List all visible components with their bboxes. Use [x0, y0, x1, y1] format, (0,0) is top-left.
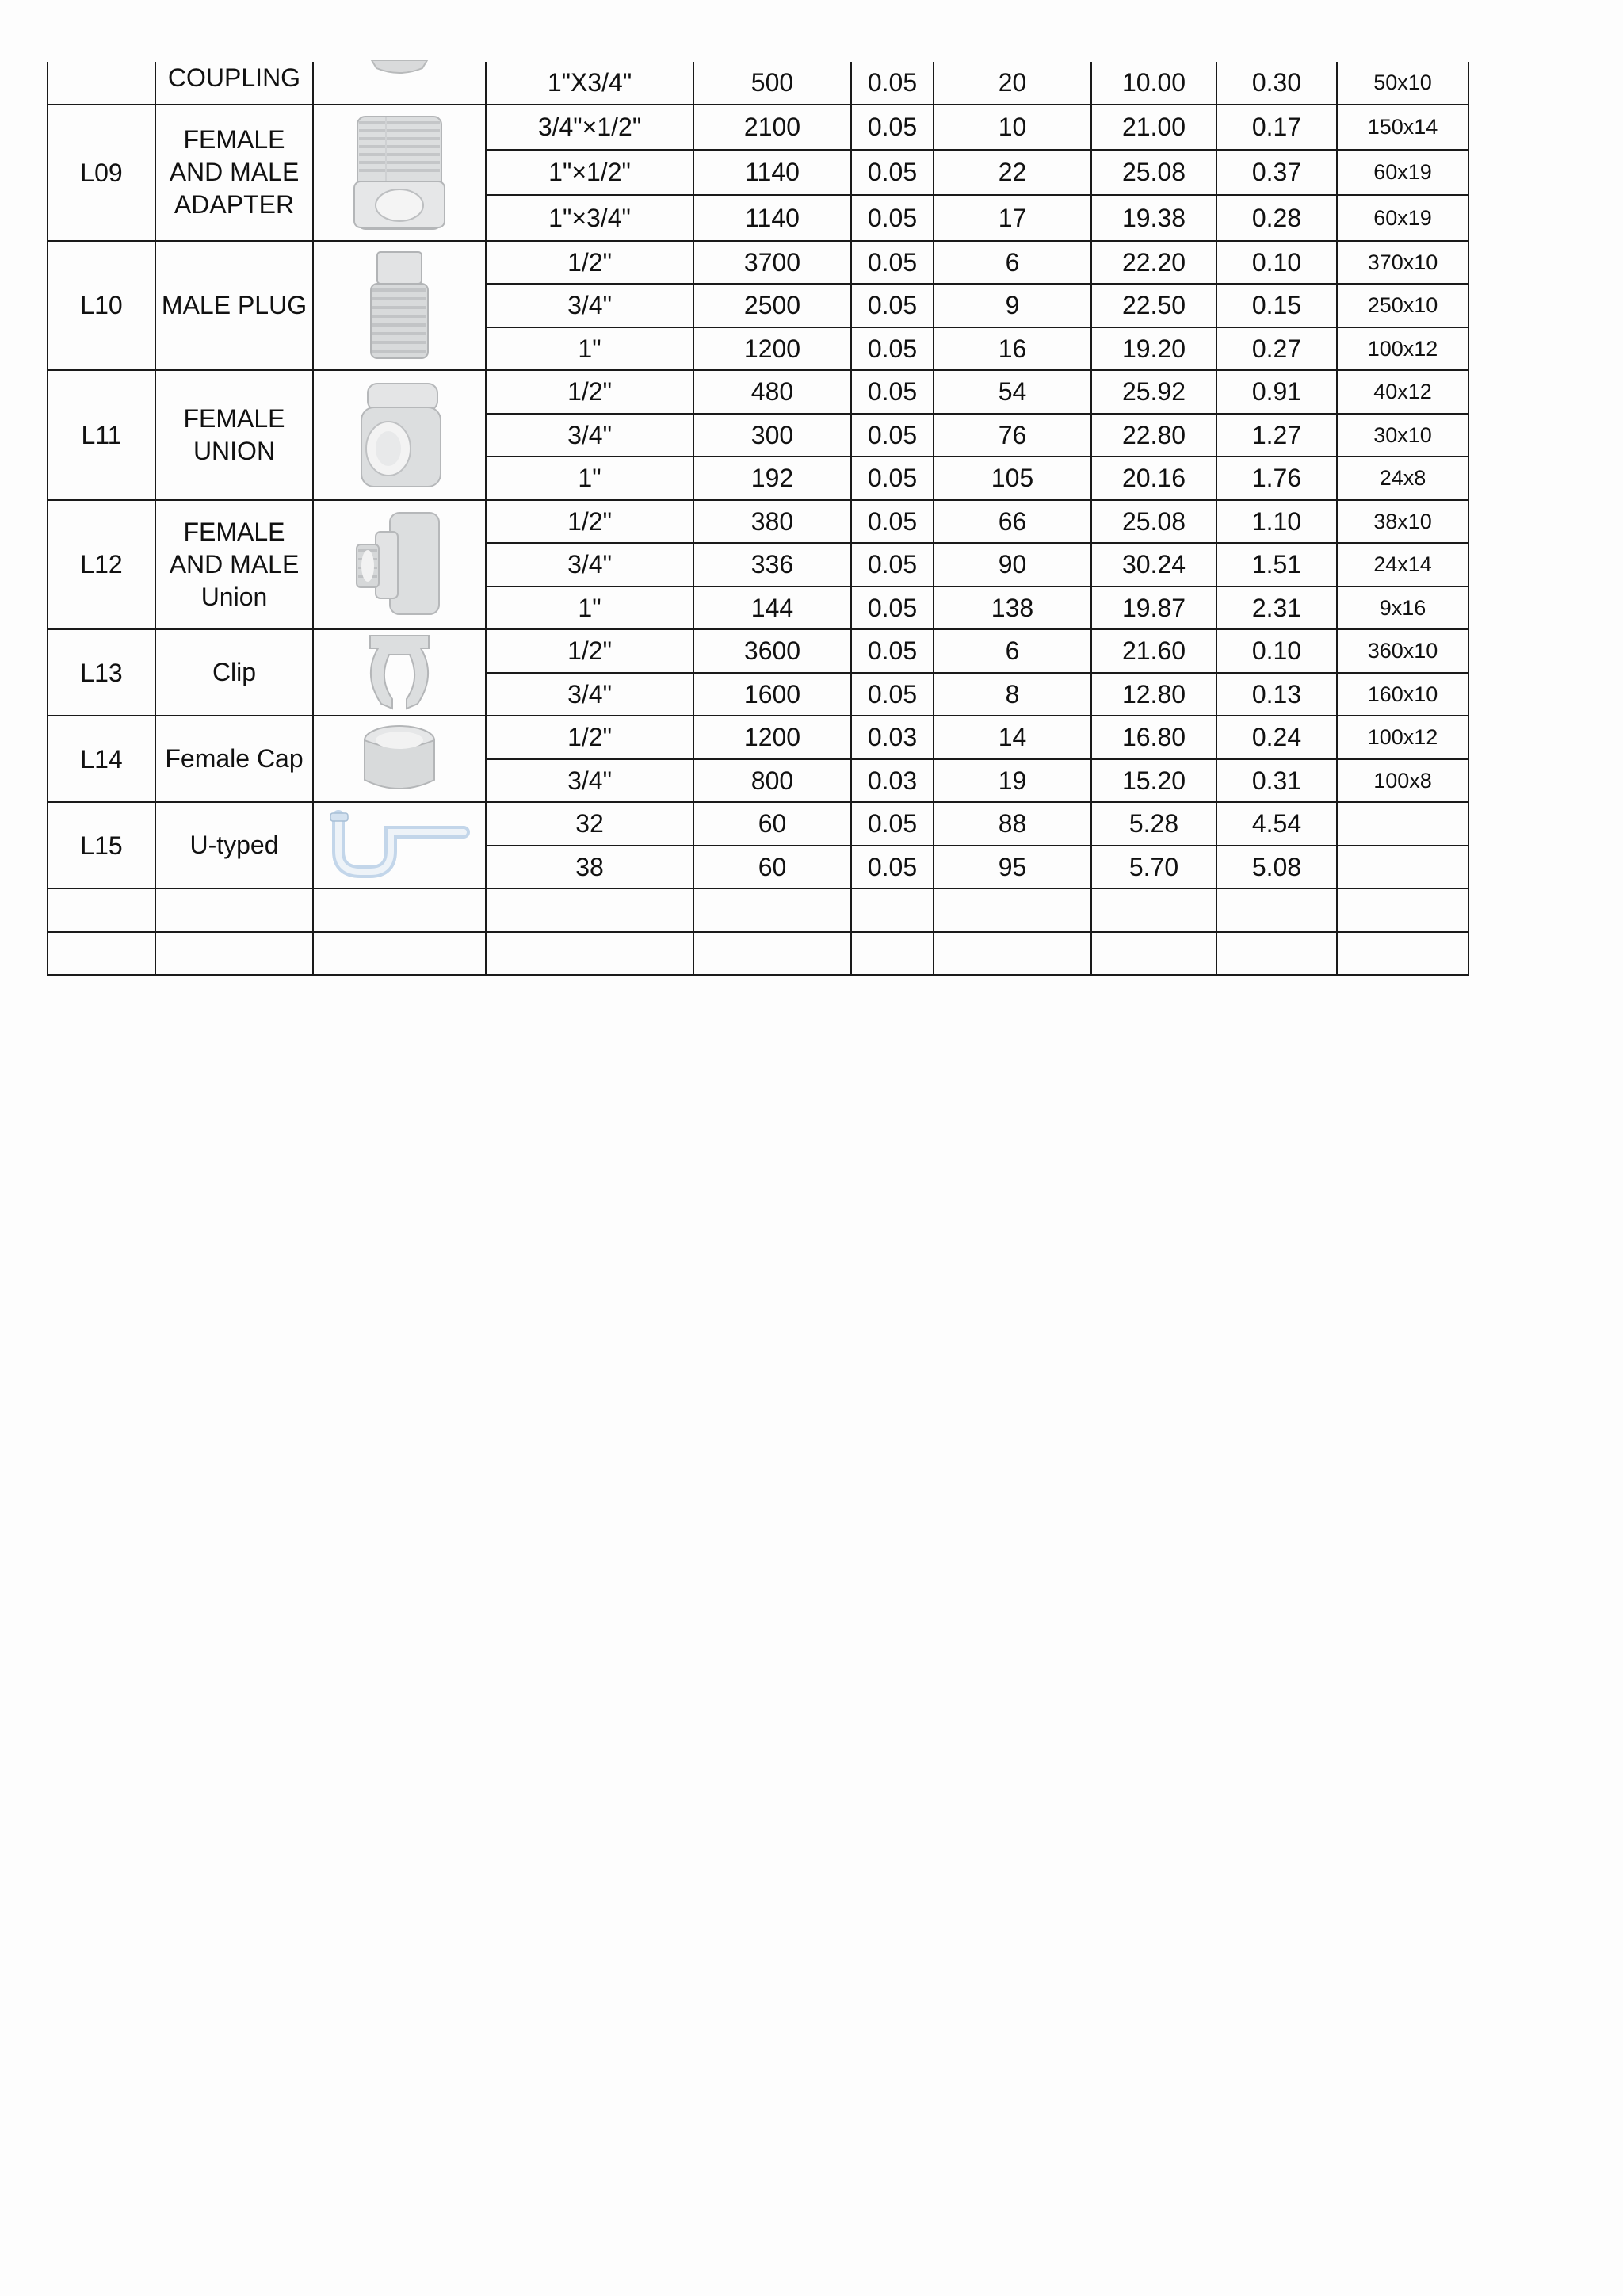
cell-size: 3/4"	[486, 284, 693, 327]
cell-amount: 21.60	[1091, 629, 1216, 673]
cell-weight: 0.05	[851, 846, 934, 889]
cell-weight: 0.05	[851, 241, 934, 285]
empty-cell	[851, 888, 934, 932]
cell-qty: 60	[693, 846, 851, 889]
cell-qty: 1200	[693, 327, 851, 371]
cell-unit-cost: 0.31	[1216, 759, 1337, 803]
empty-cell	[1337, 888, 1468, 932]
cell-size: 1/2"	[486, 500, 693, 544]
empty-row	[48, 888, 1468, 932]
empty-cell	[1091, 932, 1216, 976]
item-name: Female Cap	[155, 716, 313, 802]
cell-price: 14	[934, 716, 1091, 759]
cell-amount: 30.24	[1091, 543, 1216, 586]
cell-packing: 24x8	[1337, 457, 1468, 500]
cell-size: 1/2"	[486, 241, 693, 285]
cell-packing: 50x10	[1337, 62, 1468, 105]
cell-packing: 60x19	[1337, 195, 1468, 240]
female-male-union-image	[314, 505, 485, 624]
product-image-cell	[313, 716, 486, 802]
cell-qty: 480	[693, 370, 851, 414]
cell-price: 9	[934, 284, 1091, 327]
cell-weight: 0.05	[851, 500, 934, 544]
cell-packing: 60x19	[1337, 150, 1468, 195]
table-row	[48, 241, 1468, 285]
cell-weight: 0.05	[851, 327, 934, 371]
item-code: L13	[48, 629, 155, 716]
item-name: FEMALE UNION	[155, 370, 313, 500]
product-image-cell	[313, 105, 486, 241]
cell-qty: 800	[693, 759, 851, 803]
cell-size: 3/4"	[486, 673, 693, 716]
cell-size: 1"	[486, 327, 693, 371]
product-image-cell	[313, 500, 486, 630]
empty-cell	[693, 888, 851, 932]
cell-weight: 0.05	[851, 457, 934, 500]
cell-packing: 160x10	[1337, 673, 1468, 716]
cell-qty: 192	[693, 457, 851, 500]
cell-size: 3/4"×1/2"	[486, 105, 693, 150]
product-image-cell	[313, 629, 486, 716]
item-name: Clip	[155, 629, 313, 716]
item-code: L14	[48, 716, 155, 802]
empty-cell	[693, 932, 851, 976]
cell-size: 1/2"	[486, 370, 693, 414]
cell-weight: 0.05	[851, 370, 934, 414]
cell-qty: 1140	[693, 195, 851, 240]
empty-cell	[1216, 932, 1337, 976]
female-union-image	[314, 376, 485, 495]
empty-cell	[1091, 888, 1216, 932]
cell-packing: 9x16	[1337, 586, 1468, 630]
empty-cell	[48, 932, 155, 976]
cell-amount: 25.08	[1091, 150, 1216, 195]
cell-qty: 2500	[693, 284, 851, 327]
item-code: L12	[48, 500, 155, 630]
clip-image	[314, 631, 485, 714]
cell-unit-cost: 0.13	[1216, 673, 1337, 716]
cell-amount: 5.28	[1091, 802, 1216, 846]
cell-amount: 19.87	[1091, 586, 1216, 630]
cell-price: 138	[934, 586, 1091, 630]
cell-price: 66	[934, 500, 1091, 544]
cell-price: 16	[934, 327, 1091, 371]
cell-amount: 22.20	[1091, 241, 1216, 285]
cell-amount: 19.20	[1091, 327, 1216, 371]
cell-size: 1"×1/2"	[486, 150, 693, 195]
cell-unit-cost: 0.30	[1216, 62, 1337, 105]
cell-size: 1"	[486, 586, 693, 630]
cell-packing: 360x10	[1337, 629, 1468, 673]
cell-price: 6	[934, 629, 1091, 673]
cell-unit-cost: 0.37	[1216, 150, 1337, 195]
cell-qty: 380	[693, 500, 851, 544]
cell-amount: 5.70	[1091, 846, 1216, 889]
cell-qty: 1600	[693, 673, 851, 716]
table-row	[48, 716, 1468, 759]
table-row	[48, 629, 1468, 673]
coupling-image	[314, 60, 485, 79]
empty-cell	[1216, 888, 1337, 932]
cell-size: 38	[486, 846, 693, 889]
cell-weight: 0.05	[851, 802, 934, 846]
empty-cell	[313, 888, 486, 932]
cell-qty: 1140	[693, 150, 851, 195]
item-name: FEMALE AND MALE ADAPTER	[155, 105, 313, 241]
table-row	[48, 62, 1468, 105]
empty-cell	[851, 932, 934, 976]
table-row	[48, 802, 1468, 846]
cell-packing: 100x8	[1337, 759, 1468, 803]
cell-unit-cost: 1.76	[1216, 457, 1337, 500]
cell-amount: 10.00	[1091, 62, 1216, 105]
cell-packing: 250x10	[1337, 284, 1468, 327]
cell-unit-cost: 0.91	[1216, 370, 1337, 414]
product-image-cell	[313, 802, 486, 888]
item-name: MALE PLUG	[155, 241, 313, 371]
item-code: L09	[48, 105, 155, 241]
cell-unit-cost: 0.24	[1216, 716, 1337, 759]
cell-price: 95	[934, 846, 1091, 889]
cell-packing	[1337, 846, 1468, 889]
cell-weight: 0.05	[851, 105, 934, 150]
cell-size: 3/4"	[486, 414, 693, 457]
cell-packing: 150x14	[1337, 105, 1468, 150]
cell-weight: 0.05	[851, 284, 934, 327]
cell-qty: 300	[693, 414, 851, 457]
cell-price: 19	[934, 759, 1091, 803]
cell-size: 1"×3/4"	[486, 195, 693, 240]
cell-qty: 1200	[693, 716, 851, 759]
cell-weight: 0.05	[851, 414, 934, 457]
empty-cell	[486, 932, 693, 976]
item-code	[48, 62, 155, 105]
cell-amount: 12.80	[1091, 673, 1216, 716]
empty-cell	[48, 888, 155, 932]
cell-size: 1/2"	[486, 629, 693, 673]
cell-price: 105	[934, 457, 1091, 500]
empty-cell	[934, 932, 1091, 976]
cell-amount: 22.50	[1091, 284, 1216, 327]
u-trap-image	[314, 810, 485, 881]
cell-price: 8	[934, 673, 1091, 716]
cell-unit-cost: 1.10	[1216, 500, 1337, 544]
cell-packing: 40x12	[1337, 370, 1468, 414]
cell-unit-cost: 0.15	[1216, 284, 1337, 327]
cell-amount: 21.00	[1091, 105, 1216, 150]
product-image-cell	[313, 241, 486, 371]
cell-amount: 25.92	[1091, 370, 1216, 414]
cell-packing: 100x12	[1337, 327, 1468, 371]
cell-qty: 2100	[693, 105, 851, 150]
cell-unit-cost: 1.27	[1216, 414, 1337, 457]
cell-price: 22	[934, 150, 1091, 195]
cell-weight: 0.05	[851, 543, 934, 586]
cell-price: 76	[934, 414, 1091, 457]
male-plug-image	[314, 246, 485, 365]
item-code: L11	[48, 370, 155, 500]
cell-size: 1"X3/4"	[486, 62, 693, 105]
cell-packing: 100x12	[1337, 716, 1468, 759]
cell-qty: 336	[693, 543, 851, 586]
table-row	[48, 500, 1468, 544]
cell-qty: 60	[693, 802, 851, 846]
cell-qty: 500	[693, 62, 851, 105]
cell-size: 3/4"	[486, 759, 693, 803]
cell-price: 90	[934, 543, 1091, 586]
cell-size: 3/4"	[486, 543, 693, 586]
cell-qty: 3600	[693, 629, 851, 673]
cell-weight: 0.05	[851, 586, 934, 630]
cell-weight: 0.05	[851, 673, 934, 716]
table-row	[48, 370, 1468, 414]
cell-unit-cost: 5.08	[1216, 846, 1337, 889]
cell-packing: 38x10	[1337, 500, 1468, 544]
cell-unit-cost: 0.27	[1216, 327, 1337, 371]
item-name: U-typed	[155, 802, 313, 888]
cell-qty: 3700	[693, 241, 851, 285]
cell-price: 6	[934, 241, 1091, 285]
item-name: FEMALE AND MALE Union	[155, 500, 313, 630]
cell-unit-cost: 0.28	[1216, 195, 1337, 240]
cell-amount: 22.80	[1091, 414, 1216, 457]
product-image-cell	[313, 370, 486, 500]
item-code: L10	[48, 241, 155, 371]
cell-packing: 370x10	[1337, 241, 1468, 285]
cell-size: 1"	[486, 457, 693, 500]
cell-weight: 0.03	[851, 759, 934, 803]
cell-price: 20	[934, 62, 1091, 105]
cell-amount: 20.16	[1091, 457, 1216, 500]
cell-weight: 0.03	[851, 716, 934, 759]
table-row	[48, 105, 1468, 150]
cell-amount: 16.80	[1091, 716, 1216, 759]
cell-price: 54	[934, 370, 1091, 414]
cell-size: 1/2"	[486, 716, 693, 759]
cell-packing: 30x10	[1337, 414, 1468, 457]
item-name: COUPLING	[155, 62, 313, 105]
cell-price: 88	[934, 802, 1091, 846]
cell-packing	[1337, 802, 1468, 846]
cell-unit-cost: 1.51	[1216, 543, 1337, 586]
cell-amount: 15.20	[1091, 759, 1216, 803]
cell-weight: 0.05	[851, 62, 934, 105]
empty-cell	[486, 888, 693, 932]
cell-unit-cost: 4.54	[1216, 802, 1337, 846]
cell-amount: 25.08	[1091, 500, 1216, 544]
cell-unit-cost: 0.10	[1216, 241, 1337, 285]
cell-weight: 0.05	[851, 629, 934, 673]
cell-unit-cost: 0.10	[1216, 629, 1337, 673]
empty-row	[48, 932, 1468, 976]
cell-price: 10	[934, 105, 1091, 150]
empty-cell	[934, 888, 1091, 932]
cell-weight: 0.05	[851, 150, 934, 195]
product-image-cell	[313, 62, 486, 105]
empty-cell	[155, 888, 313, 932]
cell-amount: 19.38	[1091, 195, 1216, 240]
cell-size: 32	[486, 802, 693, 846]
empty-cell	[155, 932, 313, 976]
female-cap-image	[314, 720, 485, 799]
cell-price: 17	[934, 195, 1091, 240]
cell-qty: 144	[693, 586, 851, 630]
cell-weight: 0.05	[851, 195, 934, 240]
price-table	[47, 62, 1469, 976]
cell-unit-cost: 0.17	[1216, 105, 1337, 150]
cell-packing: 24x14	[1337, 543, 1468, 586]
empty-cell	[1337, 932, 1468, 976]
empty-cell	[313, 932, 486, 976]
female-male-adapter-image	[314, 105, 485, 240]
cell-unit-cost: 2.31	[1216, 586, 1337, 630]
item-code: L15	[48, 802, 155, 888]
